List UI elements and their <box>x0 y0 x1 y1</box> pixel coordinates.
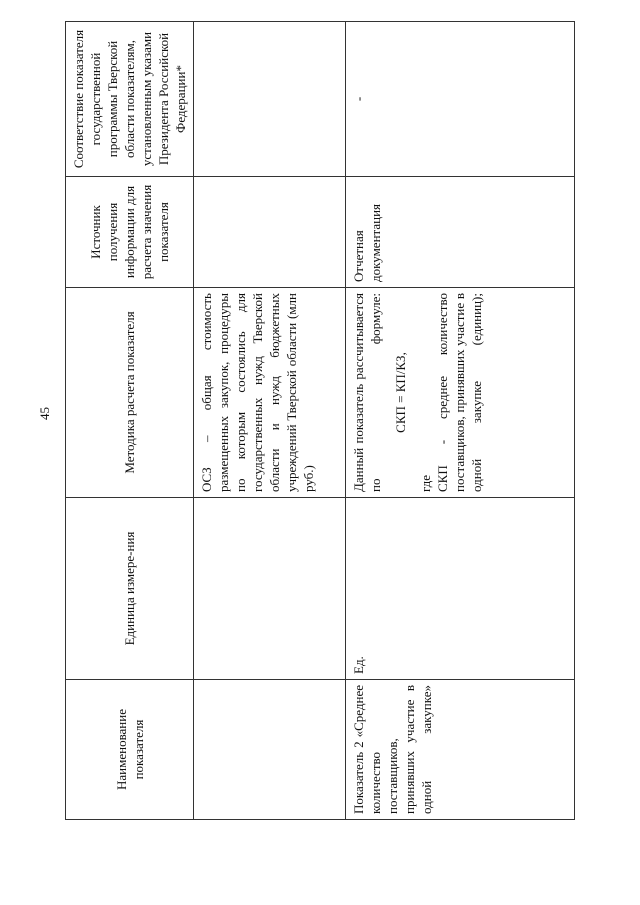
row1-compliance <box>194 22 346 177</box>
row2-unit: Ед. <box>346 498 575 680</box>
page-number: 45 <box>37 407 52 420</box>
row1-source <box>194 177 346 288</box>
table-header-row <box>66 22 194 820</box>
header-method: Методика расчета показателя <box>66 288 194 498</box>
row2-source: Отчетная документация <box>346 177 575 288</box>
indicator-table <box>65 21 575 820</box>
method-intro: Данный показатель рассчитывается по формуле: <box>351 293 383 492</box>
row2-compliance: - <box>346 22 575 177</box>
header-unit: Единица измере-ния <box>66 498 194 680</box>
row1-name <box>194 680 346 820</box>
row2-name: Показатель 2 «Среднее количество поставщиков, принявших участие в одной закупке» <box>346 680 575 820</box>
table-row <box>346 22 575 820</box>
method-formula: СКП = КП/КЗ, <box>393 352 408 433</box>
header-indicator-name: Наименование показателя <box>66 680 194 820</box>
method-where: где <box>418 474 433 492</box>
header-source: Источник получения информации для расчета значения показателя <box>66 177 194 288</box>
header-compliance: Соответствие показателя государственной программы Тверской области показателям, установленным указами Президента Российской Федерации* <box>66 22 194 177</box>
row2-method <box>346 288 575 498</box>
row1-unit <box>194 498 346 680</box>
row1-method: ОСЗ – общая стоимость размещенных закупок, процедуры по которым состоялись для государственных нужд Тверской области и нужд бюджетных учреждений Тверской области (млн руб.) <box>194 288 346 498</box>
table-row <box>194 22 346 820</box>
method-definition: СКП - среднее количество поставщиков, принявших участие в одной закупке (единиц); <box>435 293 484 492</box>
rotated-table-container <box>65 22 575 820</box>
